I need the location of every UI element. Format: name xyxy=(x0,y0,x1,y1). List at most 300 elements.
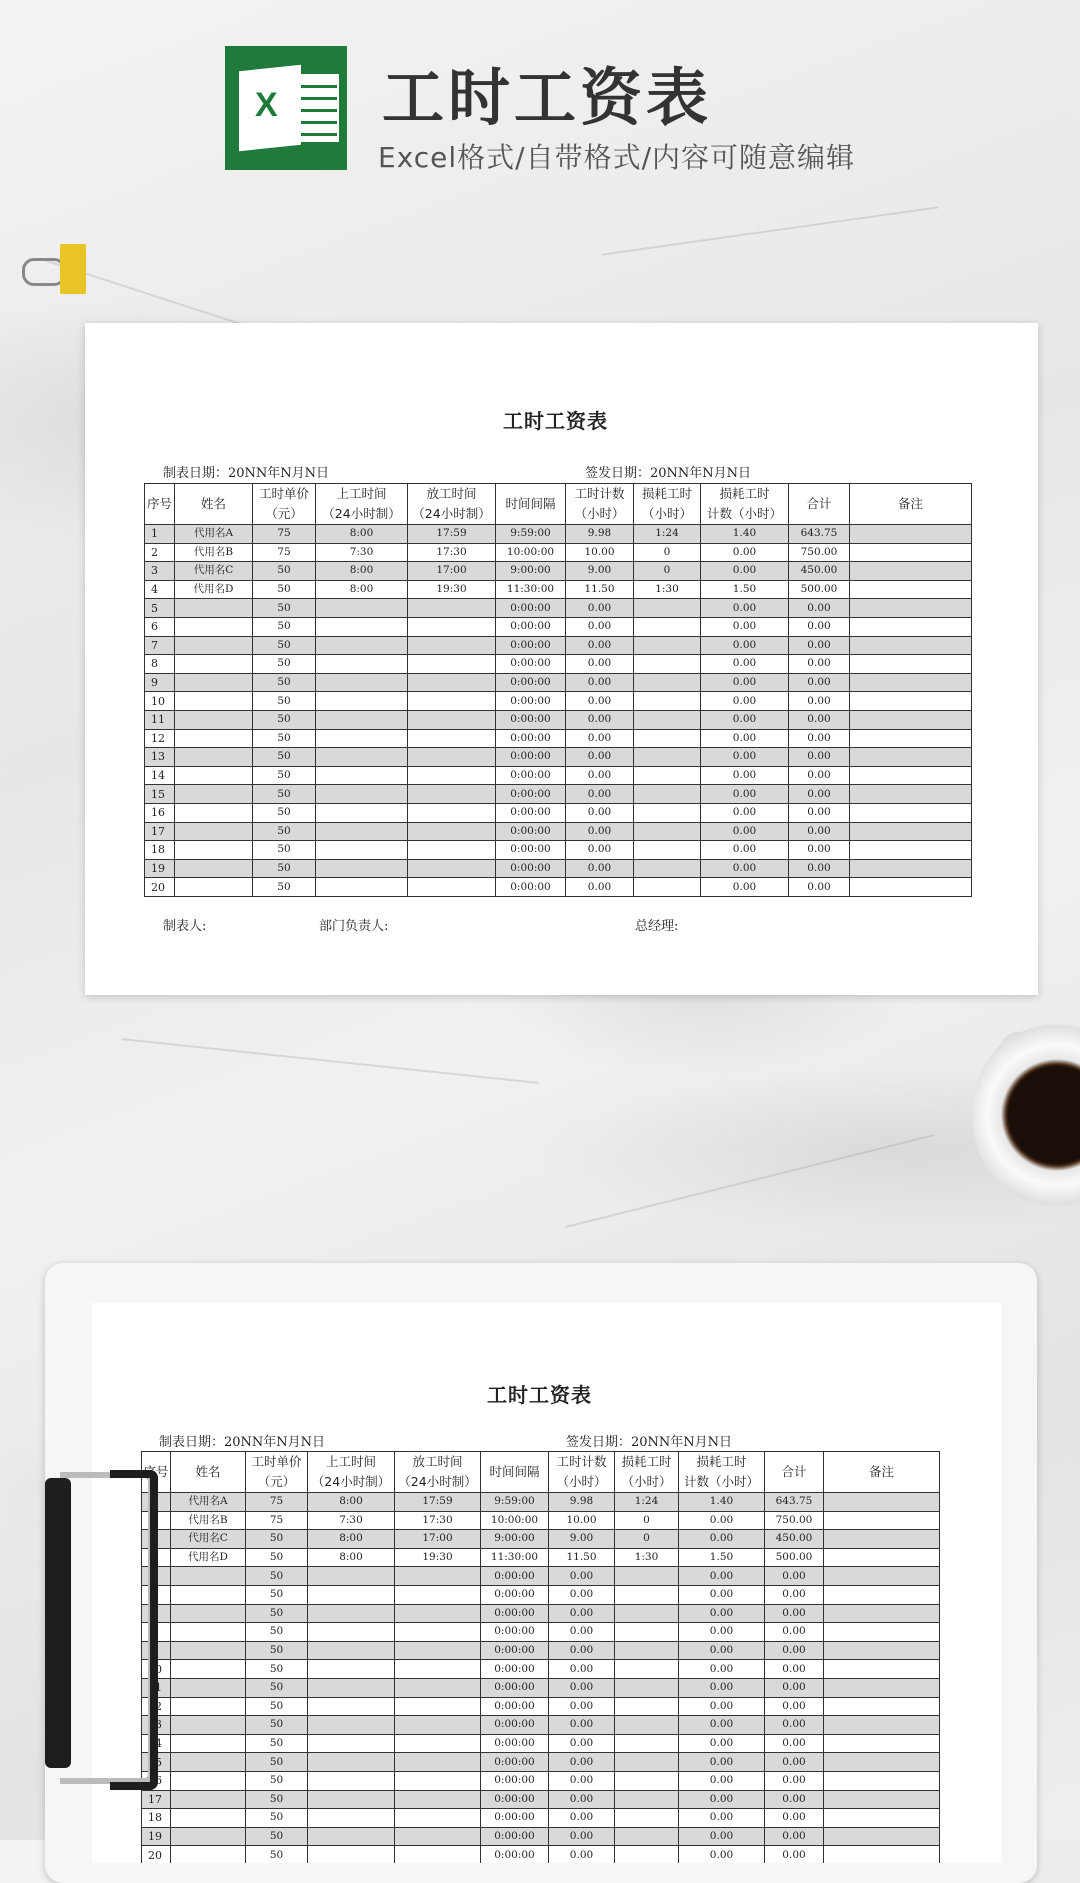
table-cell xyxy=(395,1585,481,1604)
table-cell xyxy=(634,655,701,674)
table-cell: 代用名A xyxy=(171,1493,246,1512)
table-cell xyxy=(395,1567,481,1586)
table-cell xyxy=(850,710,972,729)
table-cell xyxy=(171,1790,246,1809)
column-header-line: 损耗工时 xyxy=(719,486,770,501)
table-cell: 0:00:00 xyxy=(496,748,566,767)
table-cell: 0:00:00 xyxy=(481,1697,549,1716)
table-cell: 0.00 xyxy=(679,1623,765,1642)
table-cell xyxy=(308,1567,395,1586)
table-cell: 16 xyxy=(145,803,175,822)
table-cell xyxy=(634,785,701,804)
table-cell: 50 xyxy=(246,1548,308,1567)
table-cell: 50 xyxy=(253,562,316,581)
table-cell: 0.00 xyxy=(789,655,850,674)
table-cell xyxy=(175,766,253,785)
column-header-line: 损耗工时 xyxy=(641,486,692,501)
table-cell: 12 xyxy=(145,729,175,748)
table-cell xyxy=(308,1660,395,1679)
table-cell xyxy=(824,1827,940,1846)
column-header xyxy=(481,1452,549,1493)
table-cell: 0.00 xyxy=(789,878,850,897)
table-cell xyxy=(824,1846,940,1863)
table-cell xyxy=(175,599,253,618)
table-cell xyxy=(850,803,972,822)
column-header xyxy=(634,484,701,525)
table-cell xyxy=(171,1697,246,1716)
table-cell xyxy=(850,859,972,878)
table-cell xyxy=(408,636,496,655)
table-cell xyxy=(308,1790,395,1809)
table-cell xyxy=(408,859,496,878)
table-cell: 0.00 xyxy=(765,1846,824,1863)
table-cell xyxy=(395,1716,481,1735)
table-cell: 0:00:00 xyxy=(481,1827,549,1846)
table-cell: 0.00 xyxy=(566,599,634,618)
maker-label: 制表人: xyxy=(163,919,207,934)
table-cell xyxy=(634,748,701,767)
table-cell: 50 xyxy=(246,1734,308,1753)
table-cell: 50 xyxy=(246,1771,308,1790)
table-cell: 0.00 xyxy=(701,617,789,636)
table-cell: 18 xyxy=(142,1809,171,1828)
table-cell xyxy=(175,655,253,674)
table-cell: 0.00 xyxy=(701,655,789,674)
table-cell: 0:00:00 xyxy=(496,692,566,711)
table-cell xyxy=(850,729,972,748)
table-cell xyxy=(395,1697,481,1716)
table-cell: 14 xyxy=(142,1734,171,1753)
table-cell: 0.00 xyxy=(549,1827,615,1846)
table-cell: 0.00 xyxy=(765,1660,824,1679)
table-cell: 50 xyxy=(253,729,316,748)
table-row xyxy=(145,822,972,841)
table-cell: 代用名C xyxy=(171,1530,246,1549)
column-header-line: 序号 xyxy=(146,496,172,511)
table-cell: 8:00 xyxy=(316,580,408,599)
table-cell xyxy=(395,1790,481,1809)
table-cell: 0:00:00 xyxy=(481,1734,549,1753)
table-cell xyxy=(308,1734,395,1753)
clipboard-clip-bar xyxy=(45,1478,71,1768)
column-header-line: 工时单价 xyxy=(258,486,309,501)
binder-clip-icon xyxy=(22,244,86,294)
table-cell xyxy=(175,692,253,711)
table-cell: 0:00:00 xyxy=(481,1641,549,1660)
table-cell: 0.00 xyxy=(549,1678,615,1697)
table-cell: 0:00:00 xyxy=(481,1585,549,1604)
table-cell: 7 xyxy=(142,1604,171,1623)
table-row xyxy=(145,859,972,878)
table-cell xyxy=(615,1678,679,1697)
table-cell: 50 xyxy=(253,822,316,841)
table-cell: 20 xyxy=(142,1846,171,1863)
table-cell xyxy=(316,878,408,897)
table-cell: 0:00:00 xyxy=(496,710,566,729)
table-cell xyxy=(308,1641,395,1660)
table-cell xyxy=(634,617,701,636)
coffee-cup-image xyxy=(972,1020,1080,1210)
column-header-line: 姓名 xyxy=(195,1464,221,1479)
column-header xyxy=(824,1452,940,1493)
table-cell: 50 xyxy=(246,1641,308,1660)
table-cell: 0.00 xyxy=(549,1716,615,1735)
table-cell: 代用名B xyxy=(171,1511,246,1530)
column-header xyxy=(145,484,175,525)
table-row xyxy=(145,562,972,581)
table-cell xyxy=(408,841,496,860)
table-cell: 0:00:00 xyxy=(481,1623,549,1642)
table-cell: 2 xyxy=(145,543,175,562)
table-cell: 50 xyxy=(246,1623,308,1642)
table-cell: 17:59 xyxy=(395,1493,481,1512)
table-cell: 20 xyxy=(145,878,175,897)
table-cell: 0.00 xyxy=(701,543,789,562)
table-cell: 75 xyxy=(253,543,316,562)
table-cell xyxy=(634,803,701,822)
table-row xyxy=(145,673,972,692)
table-cell xyxy=(395,1678,481,1697)
table-cell: 0.00 xyxy=(679,1530,765,1549)
table-cell: 0.00 xyxy=(679,1846,765,1863)
dept-head-label: 部门负责人: xyxy=(319,919,389,934)
table-cell xyxy=(175,673,253,692)
column-header-line: （元） xyxy=(265,506,303,521)
table-cell: 9:59:00 xyxy=(496,525,566,544)
table-cell: 1:24 xyxy=(615,1493,679,1512)
table-cell: 17:30 xyxy=(395,1511,481,1530)
table-cell xyxy=(850,636,972,655)
table-cell: 0.00 xyxy=(789,729,850,748)
table-cell xyxy=(316,710,408,729)
column-header-line: 合计 xyxy=(781,1464,807,1479)
table-cell: 750.00 xyxy=(765,1511,824,1530)
table-cell xyxy=(850,673,972,692)
column-header xyxy=(679,1452,765,1493)
table-cell: 13 xyxy=(145,748,175,767)
table-cell: 0:00:00 xyxy=(496,617,566,636)
table-cell xyxy=(171,1827,246,1846)
table-cell: 16 xyxy=(142,1771,171,1790)
table-row xyxy=(142,1678,940,1697)
table-cell: 0.00 xyxy=(701,748,789,767)
table-cell: 0.00 xyxy=(566,748,634,767)
document-content xyxy=(85,323,1038,995)
column-header-line: （24小时制） xyxy=(398,1474,477,1489)
column-header-line: 备注 xyxy=(897,496,923,511)
table-cell: 50 xyxy=(253,878,316,897)
table-cell: 0.00 xyxy=(679,1771,765,1790)
table-cell: 0.00 xyxy=(679,1734,765,1753)
column-header xyxy=(175,484,253,525)
table-header-row xyxy=(142,1452,940,1493)
table-cell: 代用名D xyxy=(171,1548,246,1567)
table-cell xyxy=(824,1623,940,1642)
table-cell xyxy=(395,1771,481,1790)
table-cell xyxy=(824,1716,940,1735)
table-row xyxy=(145,729,972,748)
table-cell xyxy=(850,878,972,897)
wage-table xyxy=(144,483,972,897)
table-cell xyxy=(408,822,496,841)
table-cell xyxy=(824,1548,940,1567)
table-cell xyxy=(408,878,496,897)
table-row xyxy=(142,1771,940,1790)
table-cell xyxy=(634,729,701,748)
column-header-line: 放工时间 xyxy=(426,486,477,501)
table-cell: 0.00 xyxy=(701,841,789,860)
table-cell: 13 xyxy=(142,1716,171,1735)
table-cell xyxy=(408,673,496,692)
table-row xyxy=(142,1790,940,1809)
table-cell: 0:00:00 xyxy=(496,766,566,785)
column-header xyxy=(701,484,789,525)
table-cell: 3 xyxy=(145,562,175,581)
table-cell xyxy=(408,655,496,674)
table-cell: 500.00 xyxy=(765,1548,824,1567)
table-cell: 15 xyxy=(142,1753,171,1772)
table-cell: 0.00 xyxy=(549,1604,615,1623)
column-header xyxy=(789,484,850,525)
table-cell: 1 xyxy=(145,525,175,544)
column-header-line: （24小时制） xyxy=(311,1474,391,1489)
column-header-line: （小时） xyxy=(556,1474,607,1489)
table-cell: 0.00 xyxy=(789,859,850,878)
table-cell: 19:30 xyxy=(408,580,496,599)
table-cell xyxy=(316,599,408,618)
table-cell xyxy=(308,1697,395,1716)
table-cell: 代用名D xyxy=(175,580,253,599)
table-cell: 50 xyxy=(253,599,316,618)
table-row xyxy=(145,710,972,729)
table-cell xyxy=(316,822,408,841)
excel-logo-icon xyxy=(225,46,347,170)
table-cell xyxy=(634,636,701,655)
table-cell: 50 xyxy=(253,841,316,860)
table-cell: 50 xyxy=(253,859,316,878)
table-cell: 50 xyxy=(246,1697,308,1716)
table-cell: 8:00 xyxy=(308,1548,395,1567)
table-cell xyxy=(615,1827,679,1846)
marble-vein xyxy=(565,1134,934,1228)
table-cell xyxy=(308,1623,395,1642)
column-header xyxy=(496,484,566,525)
table-row xyxy=(145,617,972,636)
issue-date: 签发日期：20NN年N月N日 xyxy=(566,1435,733,1450)
marble-vein xyxy=(602,206,939,255)
table-cell: 0.00 xyxy=(701,822,789,841)
table-cell: 8 xyxy=(142,1623,171,1642)
table-row xyxy=(142,1697,940,1716)
table-cell xyxy=(634,599,701,618)
table-cell: 50 xyxy=(246,1827,308,1846)
column-header-line: 损耗工时 xyxy=(621,1454,672,1469)
table-row xyxy=(142,1660,940,1679)
table-cell: 0.00 xyxy=(679,1511,765,1530)
column-header-line: （24小时制） xyxy=(322,506,401,521)
table-row xyxy=(145,543,972,562)
table-cell xyxy=(615,1585,679,1604)
table-cell xyxy=(615,1697,679,1716)
table-cell xyxy=(175,617,253,636)
document-content xyxy=(92,1303,1002,1863)
issue-date: 签发日期：20NN年N月N日 xyxy=(585,466,752,481)
table-cell xyxy=(615,1753,679,1772)
table-cell: 0:00:00 xyxy=(481,1846,549,1863)
table-cell: 0.00 xyxy=(789,692,850,711)
table-cell: 0.00 xyxy=(566,729,634,748)
general-manager-label: 总经理: xyxy=(635,919,679,934)
table-row xyxy=(142,1734,940,1753)
table-cell: 8 xyxy=(145,655,175,674)
table-cell: 0:00:00 xyxy=(481,1660,549,1679)
table-cell: 50 xyxy=(253,580,316,599)
table-cell xyxy=(175,841,253,860)
table-cell: 450.00 xyxy=(765,1530,824,1549)
made-date: 制表日期：20NN年N月N日 xyxy=(159,1435,326,1450)
table-cell xyxy=(634,673,701,692)
table-cell xyxy=(308,1809,395,1828)
column-header xyxy=(253,484,316,525)
table-row xyxy=(145,785,972,804)
table-cell xyxy=(316,617,408,636)
table-cell xyxy=(171,1585,246,1604)
table-cell: 0.00 xyxy=(701,766,789,785)
table-cell: 50 xyxy=(246,1846,308,1863)
table-cell: 0.00 xyxy=(701,673,789,692)
column-header-line: 备注 xyxy=(868,1464,894,1479)
table-cell xyxy=(171,1660,246,1679)
table-cell xyxy=(824,1567,940,1586)
table-cell xyxy=(316,673,408,692)
table-cell xyxy=(850,692,972,711)
table-cell: 0.00 xyxy=(701,803,789,822)
table-cell xyxy=(175,729,253,748)
table-cell: 4 xyxy=(145,580,175,599)
table-cell xyxy=(850,841,972,860)
table-cell: 10:00:00 xyxy=(496,543,566,562)
table-cell xyxy=(171,1623,246,1642)
table-cell: 10.00 xyxy=(549,1511,615,1530)
table-row xyxy=(142,1511,940,1530)
table-cell: 10 xyxy=(142,1660,171,1679)
column-header-line: 上工时间 xyxy=(325,1454,376,1469)
table-cell: 9:00:00 xyxy=(496,562,566,581)
table-cell xyxy=(615,1771,679,1790)
table-cell xyxy=(824,1530,940,1549)
table-cell: 0.00 xyxy=(765,1678,824,1697)
table-cell: 50 xyxy=(246,1567,308,1586)
table-cell: 17 xyxy=(145,822,175,841)
table-cell: 0.00 xyxy=(566,655,634,674)
table-cell: 8:00 xyxy=(308,1530,395,1549)
table-cell: 0.00 xyxy=(789,748,850,767)
table-cell xyxy=(308,1827,395,1846)
table-cell: 0:00:00 xyxy=(481,1771,549,1790)
table-cell xyxy=(850,766,972,785)
table-cell: 0.00 xyxy=(549,1771,615,1790)
table-cell: 50 xyxy=(253,617,316,636)
made-date: 制表日期：20NN年N月N日 xyxy=(163,466,330,481)
table-cell: 0.00 xyxy=(566,878,634,897)
table-cell: 0.00 xyxy=(679,1790,765,1809)
page-subtitle: Excel格式/自带格式/内容可随意编辑 xyxy=(378,141,856,174)
table-cell: 0.00 xyxy=(701,729,789,748)
table-cell: 0:00:00 xyxy=(496,803,566,822)
table-cell: 0.00 xyxy=(549,1623,615,1642)
table-cell: 0.00 xyxy=(679,1641,765,1660)
table-cell: 0.00 xyxy=(765,1604,824,1623)
table-cell xyxy=(395,1734,481,1753)
table-cell: 0.00 xyxy=(549,1660,615,1679)
table-cell xyxy=(175,636,253,655)
table-cell xyxy=(634,859,701,878)
table-cell: 0.00 xyxy=(765,1771,824,1790)
table-cell: 0.00 xyxy=(566,692,634,711)
table-cell: 0.00 xyxy=(679,1827,765,1846)
table-cell: 5 xyxy=(142,1567,171,1586)
table-cell: 11 xyxy=(142,1678,171,1697)
table-cell xyxy=(316,729,408,748)
table-cell: 0.00 xyxy=(566,785,634,804)
table-cell xyxy=(395,1623,481,1642)
table-cell xyxy=(850,580,972,599)
table-cell xyxy=(824,1678,940,1697)
table-cell: 4 xyxy=(142,1548,171,1567)
table-cell xyxy=(171,1809,246,1828)
table-row xyxy=(142,1530,940,1549)
table-cell: 0.00 xyxy=(765,1697,824,1716)
table-cell: 11:30:00 xyxy=(481,1548,549,1567)
table-cell: 0.00 xyxy=(789,599,850,618)
table-cell xyxy=(316,859,408,878)
document-sheet-preview xyxy=(85,323,1038,995)
table-cell: 50 xyxy=(246,1530,308,1549)
table-cell xyxy=(824,1660,940,1679)
table-cell xyxy=(171,1641,246,1660)
table-cell xyxy=(308,1771,395,1790)
table-cell: 500.00 xyxy=(789,580,850,599)
table-cell: 10.00 xyxy=(566,543,634,562)
table-cell xyxy=(175,822,253,841)
table-cell xyxy=(408,785,496,804)
table-row xyxy=(142,1548,940,1567)
document-title: 工时工资表 xyxy=(487,1383,592,1407)
table-cell: 9.98 xyxy=(566,525,634,544)
table-cell: 75 xyxy=(246,1493,308,1512)
table-cell xyxy=(824,1585,940,1604)
table-cell xyxy=(171,1678,246,1697)
table-cell: 0:00:00 xyxy=(496,878,566,897)
table-cell: 50 xyxy=(253,710,316,729)
table-cell: 代用名B xyxy=(175,543,253,562)
table-cell: 0:00:00 xyxy=(496,599,566,618)
table-cell: 0:00:00 xyxy=(481,1716,549,1735)
column-header-line: （24小时制） xyxy=(412,506,491,521)
table-cell xyxy=(615,1623,679,1642)
table-cell: 450.00 xyxy=(789,562,850,581)
table-cell: 75 xyxy=(253,525,316,544)
table-cell xyxy=(395,1660,481,1679)
table-cell: 0:00:00 xyxy=(496,859,566,878)
table-row xyxy=(142,1641,940,1660)
table-cell: 0.00 xyxy=(789,673,850,692)
table-cell: 1:30 xyxy=(615,1548,679,1567)
table-cell: 0.00 xyxy=(549,1641,615,1660)
table-cell: 50 xyxy=(246,1678,308,1697)
table-row xyxy=(142,1827,940,1846)
table-cell: 0.00 xyxy=(789,785,850,804)
